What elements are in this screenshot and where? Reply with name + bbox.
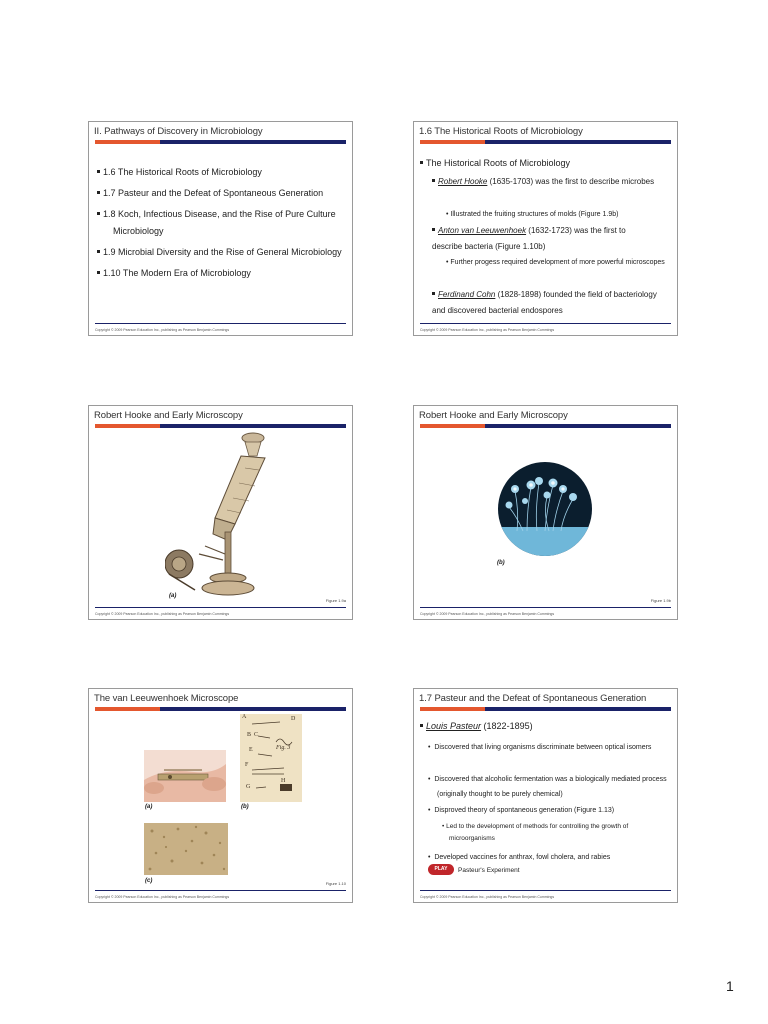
bullet-icon bbox=[97, 212, 100, 215]
footer-line bbox=[420, 890, 671, 891]
slide-title: Robert Hooke and Early Microscopy bbox=[419, 410, 568, 421]
title-bar-accent bbox=[95, 140, 160, 144]
title-bar bbox=[420, 424, 671, 428]
copyright: Copyright © 2009 Pearson Education Inc., publishing as Pearson Benjamin Cummings bbox=[420, 895, 555, 899]
leeuwenhoek-microscope-photo bbox=[144, 750, 226, 802]
slide-title: Robert Hooke and Early Microscopy bbox=[94, 410, 243, 421]
bullet-icon bbox=[97, 170, 100, 173]
bullet-icon bbox=[97, 191, 100, 194]
title-bar bbox=[420, 707, 671, 711]
bullet-leeuwenhoek: Anton van Leeuwenhoek (1632-1723) was the first to describe bacteria (Figure 1.10b) bbox=[432, 226, 626, 251]
plate-label-d: D bbox=[291, 716, 296, 722]
bullet-icon bbox=[420, 724, 423, 727]
mold-fruiting-structures-illustration bbox=[497, 461, 593, 557]
footer-line bbox=[95, 323, 346, 324]
footer-line bbox=[420, 323, 671, 324]
slide-title: 1.6 The Historical Roots of Microbiology bbox=[419, 126, 583, 137]
panel-label-a: (a) bbox=[145, 804, 153, 810]
title-bar bbox=[420, 140, 671, 144]
bullet-icon bbox=[432, 179, 435, 182]
bullet-icon bbox=[432, 228, 435, 231]
hooke-microscope-illustration bbox=[165, 428, 275, 600]
bullet-pasteur: Louis Pasteur (1822-1895) bbox=[420, 721, 533, 731]
outline-item: 1.6 The Historical Roots of Microbiology bbox=[97, 164, 347, 181]
plate-label-b: B bbox=[247, 732, 252, 738]
copyright: Copyright © 2009 Pearson Education Inc., publishing as Pearson Benjamin Cummings bbox=[420, 328, 555, 332]
bullet-icon bbox=[432, 292, 435, 295]
title-bar-accent bbox=[420, 424, 485, 428]
slide-pathways-of-discovery bbox=[88, 121, 353, 336]
slide-historical-roots bbox=[413, 121, 678, 336]
outline-item: 1.7 Pasteur and the Defeat of Spontaneous Generation bbox=[97, 185, 347, 202]
bullet-vaccines: • Developed vaccines for anthrax, fowl cholera, and rabies bbox=[428, 854, 611, 861]
slide-title: II. Pathways of Discovery in Microbiology bbox=[94, 126, 263, 137]
title-bar-accent bbox=[420, 140, 485, 144]
title-bar-accent bbox=[95, 707, 160, 711]
plate-label-fig: Fig. 3 bbox=[276, 745, 291, 751]
copyright: Copyright © 2009 Pearson Education Inc., publishing as Pearson Benjamin Cummings bbox=[420, 612, 555, 616]
panel-label-b: (b) bbox=[241, 804, 249, 810]
slide-hooke-microscope bbox=[88, 405, 353, 620]
slide-title: The van Leeuwenhoek Microscope bbox=[94, 693, 239, 704]
footer-line bbox=[95, 890, 346, 891]
figure-caption: Figure 1.9a bbox=[325, 598, 346, 603]
bullet-icon bbox=[420, 161, 423, 164]
bullet-cohn: Ferdinand Cohn (1828-1898) founded the field of bacteriology and discovered bacterial endospores bbox=[432, 290, 657, 315]
page-number: 1 bbox=[726, 978, 734, 994]
copyright: Copyright © 2009 Pearson Education Inc., publishing as Pearson Benjamin Cummings bbox=[95, 895, 230, 899]
bullet-historical-roots: The Historical Roots of Microbiology bbox=[420, 158, 570, 168]
bullet-fermentation: • Discovered that alcoholic fermentation was a biologically mediated process (originally thought to be purely chemical) bbox=[428, 776, 667, 798]
plate-label-g: G bbox=[246, 784, 251, 790]
title-bar bbox=[95, 707, 346, 711]
title-bar bbox=[95, 140, 346, 144]
bullet-optical-isomers: • Discovered that living organisms discriminate between optical isomers bbox=[428, 744, 652, 751]
bullet-hooke-sub: • Illustrated the fruiting structures of molds (Figure 1.9b) bbox=[446, 211, 619, 218]
bacteria-micrograph bbox=[144, 823, 228, 875]
bullet-spontaneous-generation-sub: • Led to the development of methods for controlling the growth of microorganisms bbox=[442, 823, 629, 842]
panel-label-c: (c) bbox=[145, 878, 153, 884]
slide-title: 1.7 Pasteur and the Defeat of Spontaneous Generation bbox=[419, 693, 647, 704]
slide-leeuwenhoek-microscope bbox=[88, 688, 353, 903]
outline-item: 1.8 Koch, Infectious Disease, and the Rise of Pure Culture Microbiology bbox=[97, 206, 343, 240]
panel-label-a: (a) bbox=[169, 593, 177, 599]
plate-label-h: H bbox=[281, 778, 286, 784]
play-label: Pasteur's Experiment bbox=[458, 867, 520, 874]
plate-label-c: C bbox=[254, 732, 259, 738]
plate-label-a: A bbox=[242, 714, 247, 720]
panel-label-b: (b) bbox=[497, 560, 505, 566]
plate-label-e: E bbox=[249, 747, 253, 753]
figure-caption: Figure 1.10 bbox=[325, 881, 346, 886]
bullet-spontaneous-generation: • Disproved theory of spontaneous generation (Figure 1.13) bbox=[428, 807, 615, 814]
title-bar-accent bbox=[420, 707, 485, 711]
bullet-leeuwenhoek-sub: • Further progess required development of more powerful microscopes bbox=[446, 259, 665, 266]
bullet-hooke: Robert Hooke (1635-1703) was the first to describe microbes bbox=[432, 174, 657, 190]
play-button[interactable]: PLAY bbox=[428, 864, 454, 875]
slide-hooke-mold bbox=[413, 405, 678, 620]
bullet-icon bbox=[97, 250, 100, 253]
plate-label-f: F bbox=[245, 762, 249, 768]
outline-item: 1.10 The Modern Era of Microbiology bbox=[97, 265, 347, 282]
footer-line bbox=[420, 607, 671, 608]
bullet-icon bbox=[97, 271, 100, 274]
copyright: Copyright © 2009 Pearson Education Inc., publishing as Pearson Benjamin Cummings bbox=[95, 328, 230, 332]
outline-item: 1.9 Microbial Diversity and the Rise of General Microbiology bbox=[97, 244, 343, 261]
copyright: Copyright © 2009 Pearson Education Inc., publishing as Pearson Benjamin Cummings bbox=[95, 612, 230, 616]
slide-pasteur bbox=[413, 688, 678, 903]
outline-list bbox=[97, 164, 347, 286]
footer-line bbox=[95, 607, 346, 608]
figure-caption: Figure 1.9b bbox=[650, 598, 671, 603]
title-bar-accent bbox=[95, 424, 160, 428]
